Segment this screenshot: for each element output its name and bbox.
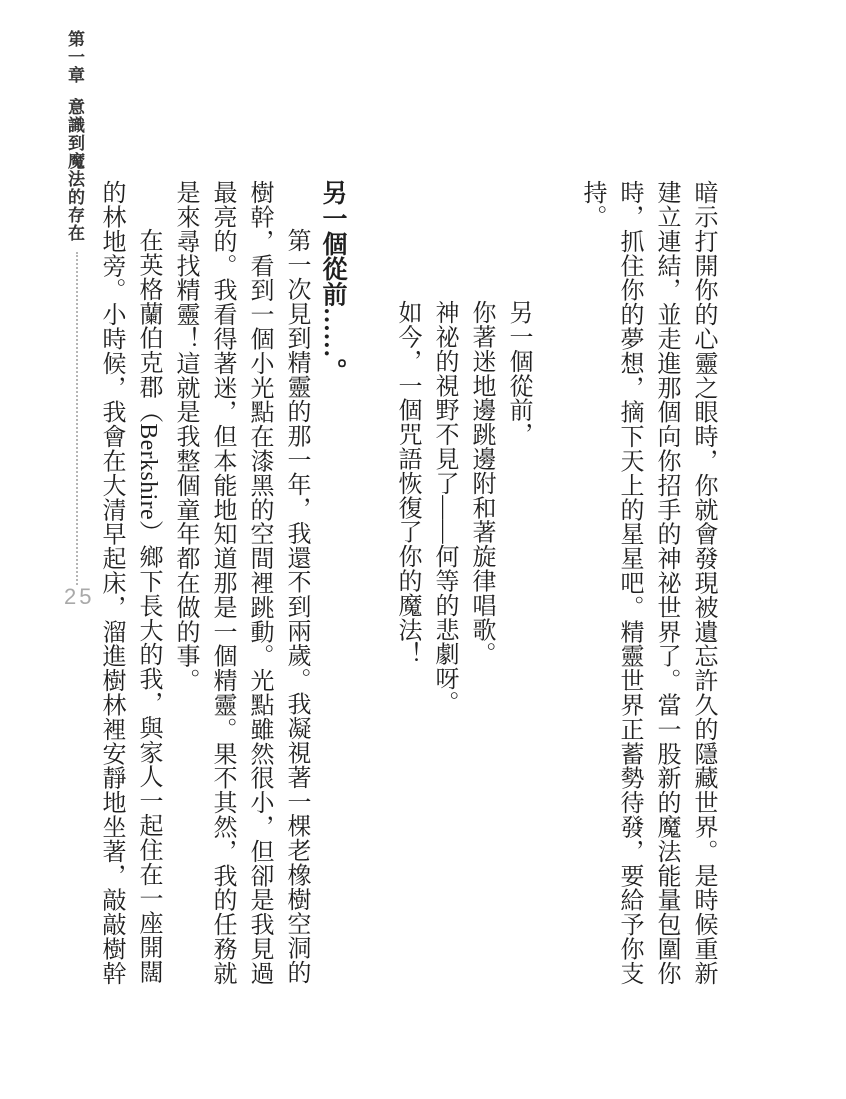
running-header bbox=[62, 30, 87, 260]
chapter-number: 第一章 bbox=[65, 30, 84, 84]
paragraph-continuation: 暗示打開你的心靈之眼時，你就會發現被遺忘許久的隱藏世界。是時候重新建立連結，並走進那個向你招手的神祕世界了。當一股新的魔法能量包圍你時，抓住你的夢想，摘下天上的星星吧。精靈世界正蓄勢待發，要給予你支持。 bbox=[579, 180, 716, 986]
section-heading: 另一個從前……。 bbox=[319, 180, 346, 384]
main-text-block bbox=[92, 180, 721, 990]
poem-line: 另一個從前， bbox=[505, 300, 531, 447]
poem-line: 你著迷地邊跳邊附和著旋律唱歌。 bbox=[468, 300, 494, 666]
poem-line: 如今，一個咒語恢復了你的魔法！ bbox=[394, 300, 420, 666]
poem-line: 神祕的視野不見了——何等的悲劇呀。 bbox=[431, 300, 457, 715]
paragraph: 第一次見到精靈的那一年，我還不到兩歲。我凝視著一棵老橡樹空洞的樹幹，看到一個小光點在漆黑的空間裡跳動。光點雖然很小，但卻是我見過最亮的。我看得著迷，但本能地知道那是一個精靈。果不其然，我的任務就是來尋找精靈！這就是我整個童年都在做的事。 bbox=[172, 180, 309, 986]
chapter-title: 意識到魔法的存在 bbox=[65, 98, 84, 242]
page-number: 25 bbox=[64, 584, 95, 609]
poem-block bbox=[388, 180, 536, 990]
paragraph: 在英格蘭伯克郡（Berkshire）鄉下長大的我，與家人一起住在一座開闊的林地旁。小時候，我會在大清早起床，溜進樹林裡安靜地坐著，敲敲樹幹 bbox=[98, 180, 161, 986]
header-dotted-rule bbox=[76, 252, 78, 585]
